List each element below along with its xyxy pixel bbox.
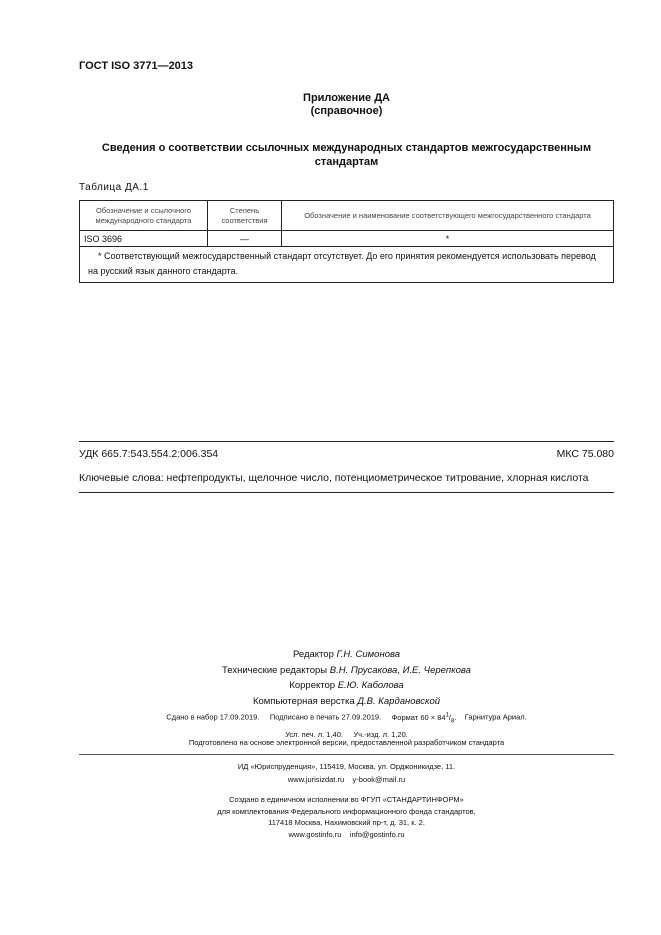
typeface: Гарнитура Ариал. xyxy=(464,712,527,722)
table-note-row xyxy=(80,247,614,283)
reference-table xyxy=(79,200,614,283)
editor-line xyxy=(0,647,661,663)
cell-code: ISO 3696 xyxy=(80,231,208,247)
producer-address: 117418 Москва, Нахимовский пр-т, д. 31, к. 2. xyxy=(268,818,425,827)
tech-editors-line: Технические редакторы В.Н. Прусакова, И.Е. Черепкова xyxy=(222,664,471,676)
signed-date: Подписано в печать 27.09.2019. xyxy=(269,712,382,722)
publisher-contacts xyxy=(0,773,661,786)
print-sheets: Усл. печ. л. 1,40. xyxy=(285,730,343,739)
editor-name: Г.Н. Симонова xyxy=(336,649,401,660)
publisher-email-link[interactable]: y-book@mail.ru xyxy=(352,775,406,784)
header-international-standard: Обозначение и ссылочного международного стандарта xyxy=(80,201,208,231)
tech-editors-label: Технические редакторы xyxy=(222,664,328,676)
layout-line xyxy=(0,694,661,710)
header-national-standard: Обозначение и наименование соответствующего межгосударственного стандарта xyxy=(282,201,614,231)
producer-contacts xyxy=(0,829,661,841)
table-row xyxy=(80,231,614,247)
layout-label: Компьютерная верстка xyxy=(252,695,355,707)
producer-website-link[interactable]: www.gostinfo.ru xyxy=(288,829,342,839)
document-code: ГОСТ ISO 3771—2013 xyxy=(79,60,194,72)
tech-editor-name-2: И.Е. Черепкова xyxy=(402,664,471,676)
keywords: Ключевые слова: нефтепродукты, щелочное число, потенциометрическое титрование, хлорная кислота xyxy=(79,472,589,484)
tech-editor-name-1: В.Н. Прусакова xyxy=(329,664,398,676)
cell-degree: — xyxy=(208,231,282,247)
publisher-address: ИД «Юриспруденция», 115419, Москва, ул. Орджоникидзе, 11. xyxy=(237,762,456,771)
corrector-name: Е.Ю. Каболова xyxy=(337,680,404,691)
imprint-divider xyxy=(79,754,614,755)
publisher-sheets: Уч.-изд. л. 1,20. xyxy=(353,730,408,739)
table-header-row xyxy=(80,201,614,231)
producer-line-2: для комплектования Федерального информационного фонда стандартов, xyxy=(217,806,476,816)
producer-line-1: Создано в единичном исполнении во ФГУП «СТАНДАРТИНФОРМ» xyxy=(229,795,464,804)
print-line-1 xyxy=(0,708,661,728)
typeset-date: Сдано в набор 17.09.2019. xyxy=(166,712,260,722)
prepared-note: Подготовлено на основе электронной версии, предоставленной разработчиком стандарта xyxy=(188,738,505,747)
paper-format: Формат $60 \times 84^1/_8$. xyxy=(391,712,457,724)
appendix-subtitle: (справочное) xyxy=(310,105,383,117)
header-degree: Степень соответствия xyxy=(208,201,282,231)
publisher-info xyxy=(0,760,661,786)
cell-national: * xyxy=(282,231,614,247)
imprint-staff xyxy=(0,647,661,709)
table-label: Таблица ДА.1 xyxy=(79,182,149,193)
corrector-line xyxy=(0,678,661,694)
divider-top xyxy=(79,441,614,442)
producer-info xyxy=(0,794,661,840)
producer-email-link[interactable]: info@gostinfo.ru xyxy=(349,829,405,839)
corrector-label: Корректор xyxy=(289,680,336,691)
publisher-website-link[interactable]: www.jurisizdat.ru xyxy=(287,775,345,784)
editor-label: Редактор xyxy=(292,649,334,660)
layout-name: Д.В. Кардановской xyxy=(357,695,441,707)
section-title: Сведения о соответствии ссылочных международных стандартов межгосударственным стандартам xyxy=(101,142,592,168)
divider-bottom xyxy=(79,492,614,493)
appendix-heading xyxy=(0,92,661,118)
udk-code: УДК 665.7:543.554.2:006.354 xyxy=(79,448,219,460)
appendix-title: Приложение ДА xyxy=(303,92,390,104)
table-footnote: * Соответствующий межгосударственный стандарт отсутствует. До его принятия рекомендуется использовать перевод на русский язык данного стандарта. xyxy=(80,247,614,283)
mks-code: МКС 75.080 xyxy=(556,448,614,460)
